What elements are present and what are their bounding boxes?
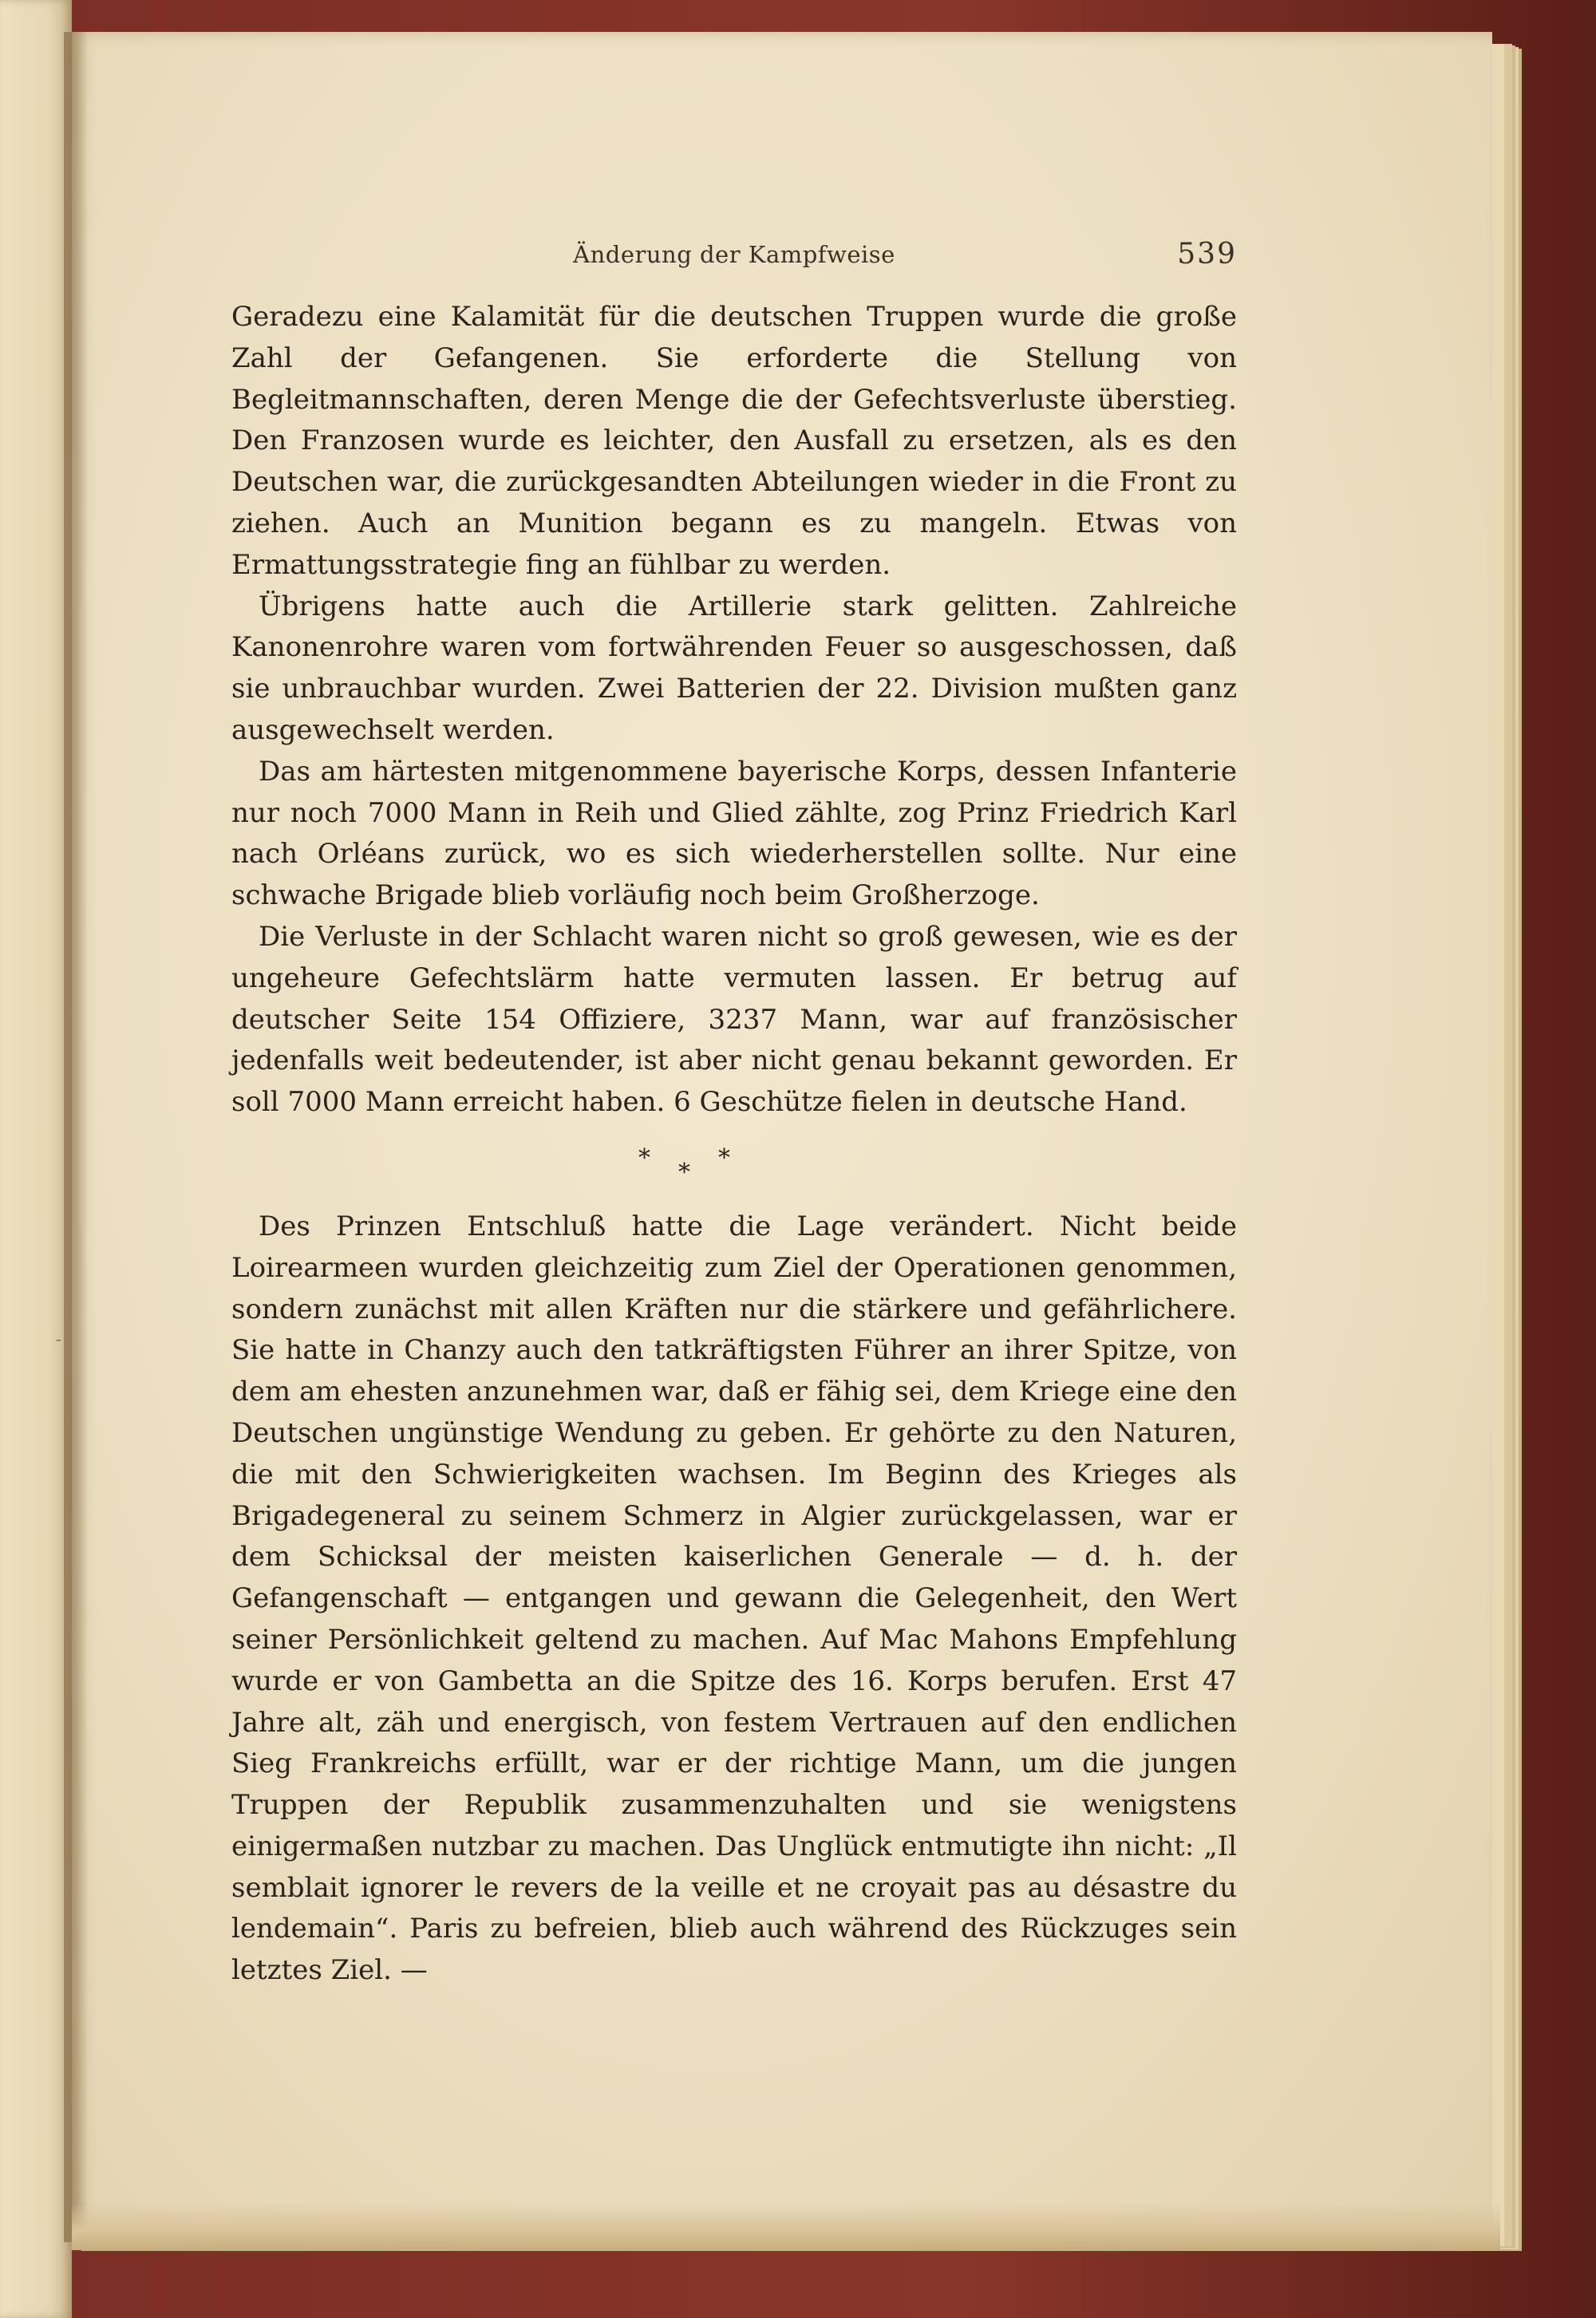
page-bottom-edge [72,2202,1500,2250]
page-number: 539 [1177,238,1237,270]
paragraph: Übrigens hatte auch die Artillerie stark gelitten. Zahlreiche Kanonenrohre waren vom fortwährenden Feuer so ausgeschossen, daß sie unbrauchbar wurden. Zwei Batterien der 22. Division mußten ganz ausgewechselt werden. [231,590,1237,746]
paragraph: Das am härtesten mitgenommene bayerische Korps, dessen Infanterie nur noch 7000 Mann in Reih und Glied zählte, zog Prinz Friedrich Karl nach Orléans zurück, wo es sich wiederherstellen sollte. Nur eine schwache Brigade blieb vorläufig noch beim Großherzoge. [231,755,1237,912]
running-title: Änderung der Kampfweise [573,241,895,268]
asterism-star: * [638,1143,650,1172]
gutter-shadow [64,32,88,2242]
paragraph: Des Prinzen Entschluß hatte die Lage verändert. Nicht beide Loirearmeen wurden gleichzeitig zum Ziel der Operationen genommen, sondern zunächst mit allen Kräften nur die stärkere und gefährlichere. Sie hatte in Chanzy auch den tatkräftigsten Führer an ihrer Spitze, von dem am ehesten anzunehmen war, daß er fähig sei, dem Kriege eine den Deutschen ungünstige Wendung zu geben. Er gehörte zu den Naturen, die mit den Schwierigkeiten wachsen. Im Beginn des Krieges als Brigadegeneral zu seinem Schmerz in Algier zurückgelassen, war er dem Schicksal der meisten kaiserlichen Generale — d. h. der Gefangenschaft — entgangen und gewann die Gelegenheit, den Wert seiner Persönlichkeit geltend zu machen. Auf Mac Mahons Empfehlung wurde er von Gambetta an die Spitze des 16. Korps berufen. Erst 47 Jahre alt, zäh und energisch, von festem Vertrauen auf den endlichen Sieg Frankreichs erfüllt, war er der richtige Mann, um die jungen Truppen der Republik zusammenzuhalten und sie wenigstens einigermaßen nutzbar zu machen. Das Unglück entmutigte ihn nicht: „Il semblait ignorer le revers de la veille et ne croyait pas au désastre du lendemain“. Paris zu befreien, blieb auch während des Rückzuges sein letztes Ziel. — [231,1210,1237,1987]
body-text [231,297,1237,1992]
running-header [231,238,1237,278]
section-break-asterism [231,1123,1237,1206]
previous-page-edge [0,0,72,2318]
paragraph: Geradezu eine Kalamität für die deutschen Truppen wurde die große Zahl der Gefangenen. Sie erforderte die Stellung von Begleitmannschaften, deren Menge die der Gefechtsverluste überstieg. Den Franzosen wurde es leichter, den Ausfall zu ersetzen, als es den Deutschen war, die zurückgesandten Abteilungen wieder in die Front zu ziehen. Auch an Munition begann es zu mangeln. Etwas von Ermattungsstrategie fing an fühlbar zu werden. [231,301,1237,581]
paragraph: Die Verluste in der Schlacht waren nicht so groß gewesen, wie es der ungeheure Gefechtslärm hatte vermuten lassen. Er betrug auf deutscher Seite 154 Offiziere, 3237 Mann, war auf französischer jedenfalls weit bedeutender, ist aber nicht genau bekannt geworden. Er soll 7000 Mann erreicht haben. 6 Geschütze fielen in deutsche Hand. [231,920,1237,1119]
asterism-star: * [718,1143,730,1172]
margin-mark: - [56,1329,61,1349]
asterism-star: * [678,1158,690,1187]
